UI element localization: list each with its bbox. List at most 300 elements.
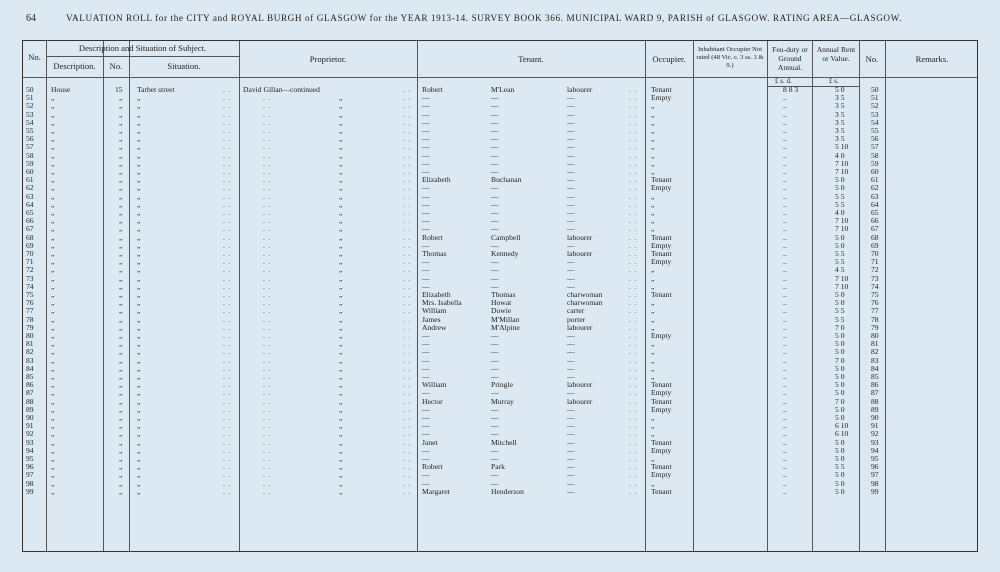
col-inhabitant: Inhabitant Occupier Not rated (48 Vic. c. 3 ss. 3 & 9.) (696, 46, 764, 69)
row-house-no: „ (119, 478, 123, 488)
row-description: „ (51, 388, 55, 398)
leader-dots: . . (223, 422, 232, 431)
leader-dots: . . (403, 414, 412, 422)
leader-dots: . . (629, 307, 638, 316)
row-occupier: „ (651, 322, 655, 332)
table-row (23, 381, 977, 389)
row-feuduty: .. (783, 388, 787, 398)
row-rent: 5 0 (835, 290, 845, 299)
row-house-no: „ (119, 372, 123, 381)
leader-dots: . . (223, 266, 232, 275)
row-occupier: Empty (651, 240, 672, 250)
leader-dots: . . (629, 487, 638, 496)
row-house-no: „ (119, 388, 123, 398)
row-occupation: charwoman (567, 298, 603, 308)
row-house-no: 15 (115, 85, 123, 94)
row-situation: „ (137, 257, 141, 267)
row-occupier: „ (651, 224, 655, 234)
row-occupation: — (567, 273, 575, 283)
row-description: „ (51, 101, 55, 111)
leader-dots: . . (403, 250, 412, 258)
row-occupier: „ (651, 158, 655, 168)
row-tenant-last: — (491, 101, 499, 111)
row-situation: „ (137, 117, 141, 127)
table-row (23, 234, 977, 242)
row-feuduty: .. (783, 454, 787, 463)
col-occupier: Occupier. (652, 54, 686, 64)
row-no: 95 (26, 454, 34, 463)
leader-dots: . . (223, 209, 232, 217)
leader-dots: . . (223, 135, 232, 144)
row-tenant-first: — (422, 388, 430, 398)
row-proprietor: „ (339, 355, 343, 365)
row-occupation: charwoman (567, 290, 603, 299)
leader-dots: . . (629, 209, 638, 217)
row-no-right: 93 (871, 437, 879, 447)
leader-dots: . . (263, 159, 272, 168)
row-occupation: — (567, 199, 575, 209)
leader-dots: . . (403, 102, 412, 111)
leader-dots: . . (263, 381, 272, 390)
row-rent: 7 10 (835, 216, 849, 226)
row-tenant-first: Elizabeth (422, 175, 451, 185)
row-occupier: „ (651, 355, 655, 365)
leader-dots: . . (629, 414, 638, 422)
leader-dots: . . (223, 143, 232, 152)
leader-dots: . . (263, 118, 272, 127)
leader-dots: . . (629, 217, 638, 226)
row-proprietor: „ (339, 372, 343, 381)
valuation-table (22, 40, 978, 552)
row-no: 54 (26, 117, 34, 127)
row-feuduty: .. (783, 281, 787, 291)
leader-dots: . . (403, 192, 412, 201)
leader-dots: . . (223, 340, 232, 349)
row-occupier: Empty (651, 257, 672, 267)
row-description: „ (51, 208, 55, 217)
row-no-right: 74 (871, 281, 879, 291)
row-occupier: Tenant (651, 437, 672, 447)
leader-dots: . . (629, 176, 638, 185)
leader-dots: . . (629, 151, 638, 160)
row-house-no: „ (119, 339, 123, 349)
table-row (23, 365, 977, 373)
row-situation: „ (137, 109, 141, 119)
row-no: 74 (26, 281, 34, 291)
row-rent: 4 5 (835, 265, 845, 275)
leader-dots: . . (263, 299, 272, 308)
row-tenant-first: — (422, 158, 430, 168)
row-rent: 5 0 (835, 232, 845, 242)
row-no-right: 65 (871, 208, 879, 217)
row-feuduty: .. (783, 109, 787, 119)
row-house-no: „ (119, 109, 123, 119)
row-description: „ (51, 380, 55, 390)
row-no: 72 (26, 265, 34, 275)
leader-dots: . . (223, 430, 232, 439)
row-no: 83 (26, 355, 34, 365)
row-proprietor: „ (339, 117, 343, 127)
row-description: „ (51, 134, 55, 144)
leader-dots: . . (403, 159, 412, 168)
row-proprietor: „ (339, 290, 343, 299)
leader-dots: . . (403, 225, 412, 234)
leader-dots: . . (629, 438, 638, 447)
row-house-no: „ (119, 257, 123, 267)
row-house-no: „ (119, 314, 123, 324)
row-feuduty: .. (783, 265, 787, 275)
row-occupation: labourer (567, 232, 593, 242)
row-situation: „ (137, 134, 141, 144)
row-occupation: — (567, 454, 575, 463)
row-proprietor: „ (339, 421, 343, 431)
table-row (23, 324, 977, 332)
row-house-no: „ (119, 199, 123, 209)
leader-dots: . . (403, 86, 412, 94)
row-description: „ (51, 109, 55, 119)
leader-dots: . . (629, 315, 638, 324)
row-tenant-first: — (422, 478, 430, 488)
row-proprietor: „ (339, 216, 343, 226)
table-row (23, 127, 977, 135)
row-situation: „ (137, 355, 141, 365)
row-situation: „ (137, 150, 141, 160)
row-proprietor: „ (339, 183, 343, 193)
row-situation: „ (137, 413, 141, 422)
row-no-right: 56 (871, 134, 879, 144)
row-no: 94 (26, 445, 34, 455)
row-no: 71 (26, 257, 34, 267)
row-proprietor: „ (339, 380, 343, 390)
leader-dots: . . (263, 127, 272, 135)
row-occupier: „ (651, 199, 655, 209)
leader-dots: . . (629, 430, 638, 439)
row-tenant-first: Robert (422, 232, 443, 242)
row-occupation: — (567, 470, 575, 480)
row-description: „ (51, 478, 55, 488)
row-occupier: „ (651, 117, 655, 127)
row-no: 65 (26, 208, 34, 217)
row-tenant-last: — (491, 208, 499, 217)
row-tenant-last: Campbell (491, 232, 521, 242)
leader-dots: . . (403, 274, 412, 283)
leader-dots: . . (403, 348, 412, 357)
row-occupation: — (567, 265, 575, 275)
leader-dots: . . (403, 430, 412, 439)
row-occupier: „ (651, 429, 655, 439)
leader-dots: . . (403, 438, 412, 447)
row-situation: „ (137, 224, 141, 234)
row-feuduty: 8 8 3 (783, 85, 799, 94)
row-occupier: Empty (651, 388, 672, 398)
table-row (23, 250, 977, 258)
leader-dots: . . (263, 348, 272, 357)
row-occupier: „ (651, 478, 655, 488)
row-tenant-last: — (491, 413, 499, 422)
row-tenant-first: James (422, 314, 441, 324)
row-occupation: labourer (567, 396, 593, 406)
row-tenant-last: — (491, 478, 499, 488)
row-no-right: 91 (871, 421, 879, 431)
table-row (23, 266, 977, 274)
row-tenant-last: — (491, 216, 499, 226)
leader-dots: . . (403, 307, 412, 316)
leader-dots: . . (223, 282, 232, 291)
leader-dots: . . (263, 389, 272, 398)
row-description: „ (51, 462, 55, 472)
row-tenant-last: — (491, 429, 499, 439)
row-occupation: — (567, 347, 575, 357)
row-occupation: — (567, 413, 575, 422)
row-tenant-first: — (422, 331, 430, 340)
leader-dots: . . (629, 258, 638, 267)
row-occupation: — (567, 191, 575, 201)
row-occupation: labourer (567, 85, 593, 94)
row-tenant-last: — (491, 224, 499, 234)
row-occupier: Tenant (651, 175, 672, 185)
row-occupier: Empty (651, 404, 672, 414)
col-description: Description. (53, 61, 96, 71)
leader-dots: . . (629, 143, 638, 152)
row-tenant-first: — (422, 265, 430, 275)
row-tenant-last: Thomas (491, 290, 516, 299)
leader-dots: . . (629, 233, 638, 242)
row-feuduty: .. (783, 347, 787, 357)
row-no-right: 52 (871, 101, 879, 111)
leader-dots: . . (403, 184, 412, 193)
row-feuduty: .. (783, 150, 787, 160)
row-situation: „ (137, 445, 141, 455)
row-tenant-last: Mitchell (491, 437, 517, 447)
leader-dots: . . (223, 217, 232, 226)
leader-dots: . . (263, 446, 272, 455)
row-rent: 6 10 (835, 429, 849, 439)
leader-dots: . . (629, 200, 638, 209)
row-feuduty: .. (783, 134, 787, 144)
row-house-no: „ (119, 249, 123, 258)
row-no-right: 66 (871, 216, 879, 226)
leader-dots: . . (263, 422, 272, 431)
row-rent: 5 0 (835, 486, 845, 496)
table-row (23, 414, 977, 422)
table-row (23, 471, 977, 479)
row-tenant-last: — (491, 339, 499, 349)
row-tenant-first: — (422, 372, 430, 381)
row-feuduty: .. (783, 273, 787, 283)
leader-dots: . . (263, 102, 272, 111)
row-situation: „ (137, 167, 141, 176)
row-rent: 5 5 (835, 199, 845, 209)
leader-dots: . . (629, 446, 638, 455)
row-description: „ (51, 290, 55, 299)
row-proprietor: „ (339, 486, 343, 496)
row-situation: „ (137, 240, 141, 250)
row-description: „ (51, 183, 55, 193)
row-occupier: Tenant (651, 462, 672, 472)
table-row (23, 135, 977, 143)
row-house-no: „ (119, 298, 123, 308)
row-no-right: 84 (871, 363, 879, 373)
row-situation: „ (137, 273, 141, 283)
row-situation: „ (137, 437, 141, 447)
row-occupier: Tenant (651, 232, 672, 242)
row-description: „ (51, 93, 55, 103)
leader-dots: . . (403, 176, 412, 185)
leader-dots: . . (223, 381, 232, 390)
row-no: 69 (26, 240, 34, 250)
row-no: 86 (26, 380, 34, 390)
row-no-right: 82 (871, 347, 879, 357)
row-description: „ (51, 265, 55, 275)
row-house-no: „ (119, 306, 123, 316)
leader-dots: . . (223, 102, 232, 111)
row-occupation: — (567, 134, 575, 144)
row-rent: 5 5 (835, 191, 845, 201)
row-rent: 5 0 (835, 478, 845, 488)
leader-dots: . . (263, 184, 272, 193)
leader-dots: . . (263, 274, 272, 283)
leader-dots: . . (263, 340, 272, 349)
leader-dots: . . (403, 266, 412, 275)
row-occupation: — (567, 421, 575, 431)
row-no-right: 72 (871, 265, 879, 275)
row-no-right: 62 (871, 183, 879, 193)
row-situation: „ (137, 183, 141, 193)
row-house-no: „ (119, 404, 123, 414)
row-occupier: „ (651, 363, 655, 373)
row-situation: „ (137, 388, 141, 398)
leader-dots: . . (223, 356, 232, 365)
leader-dots: . . (223, 315, 232, 324)
row-tenant-last: — (491, 454, 499, 463)
row-occupation: — (567, 486, 575, 496)
row-rent: 4 0 (835, 208, 845, 217)
row-tenant-last: — (491, 281, 499, 291)
row-tenant-first: — (422, 183, 430, 193)
row-occupation: — (567, 478, 575, 488)
leader-dots: . . (629, 397, 638, 406)
row-occupation: labourer (567, 249, 593, 258)
row-tenant-last: Murray (491, 396, 514, 406)
page-number: 64 (26, 13, 36, 24)
leader-dots: . . (263, 479, 272, 488)
row-occupation: — (567, 445, 575, 455)
row-rent: 5 5 (835, 314, 845, 324)
leader-dots: . . (263, 397, 272, 406)
row-tenant-first: — (422, 445, 430, 455)
row-no: 84 (26, 363, 34, 373)
row-occupation: — (567, 183, 575, 193)
row-occupier: „ (651, 216, 655, 226)
row-description: „ (51, 363, 55, 373)
leader-dots: . . (629, 118, 638, 127)
row-occupation: — (567, 126, 575, 135)
table-row (23, 348, 977, 356)
row-description: „ (51, 158, 55, 168)
row-tenant-first: — (422, 191, 430, 201)
leader-dots: . . (403, 209, 412, 217)
row-proprietor: „ (339, 232, 343, 242)
row-no: 68 (26, 232, 34, 242)
row-proprietor: „ (339, 363, 343, 373)
leader-dots: . . (403, 282, 412, 291)
leader-dots: . . (223, 225, 232, 234)
row-tenant-last: — (491, 150, 499, 160)
row-description: „ (51, 273, 55, 283)
leader-dots: . . (223, 86, 232, 94)
row-occupation: — (567, 404, 575, 414)
row-tenant-first: — (422, 109, 430, 119)
row-no: 87 (26, 388, 34, 398)
col-desc-group: Description and Situation of Subject. (78, 43, 207, 53)
row-proprietor: „ (339, 413, 343, 422)
leader-dots: . . (223, 479, 232, 488)
row-description: „ (51, 470, 55, 480)
row-description: „ (51, 437, 55, 447)
row-no-right: 90 (871, 413, 879, 422)
row-house-no: „ (119, 224, 123, 234)
table-row (23, 94, 977, 102)
row-description: „ (51, 339, 55, 349)
row-occupier: „ (651, 347, 655, 357)
row-occupation: labourer (567, 380, 593, 390)
leader-dots: . . (629, 86, 638, 94)
row-house-no: „ (119, 290, 123, 299)
row-tenant-first: — (422, 281, 430, 291)
row-no-right: 75 (871, 290, 879, 299)
leader-dots: . . (223, 250, 232, 258)
row-tenant-first: William (422, 380, 447, 390)
row-occupation: — (567, 175, 575, 185)
row-occupier: „ (651, 134, 655, 144)
row-description: „ (51, 314, 55, 324)
row-no-right: 63 (871, 191, 879, 201)
row-proprietor: „ (339, 142, 343, 152)
row-rent: 3 5 (835, 134, 845, 144)
row-feuduty: .. (783, 158, 787, 168)
row-proprietor: „ (339, 314, 343, 324)
row-tenant-first: — (422, 363, 430, 373)
row-rent: 5 0 (835, 240, 845, 250)
row-occupation: — (567, 109, 575, 119)
row-situation: „ (137, 175, 141, 185)
row-no: 92 (26, 429, 34, 439)
table-row (23, 86, 977, 94)
leader-dots: . . (223, 332, 232, 340)
row-tenant-first: — (422, 216, 430, 226)
leader-dots: . . (263, 455, 272, 463)
row-tenant-last: — (491, 421, 499, 431)
row-proprietor: „ (339, 257, 343, 267)
row-description: „ (51, 281, 55, 291)
row-proprietor: „ (339, 298, 343, 308)
row-tenant-first: Robert (422, 462, 443, 472)
row-situation: „ (137, 396, 141, 406)
row-no-right: 57 (871, 142, 879, 152)
leader-dots: . . (403, 168, 412, 176)
leader-dots: . . (263, 200, 272, 209)
leader-dots: . . (263, 168, 272, 176)
row-rent: 5 0 (835, 404, 845, 414)
row-tenant-first: — (422, 273, 430, 283)
leader-dots: . . (403, 356, 412, 365)
row-tenant-last: — (491, 445, 499, 455)
row-no-right: 88 (871, 396, 879, 406)
row-feuduty: .. (783, 93, 787, 103)
row-proprietor: „ (339, 93, 343, 103)
row-tenant-first: — (422, 150, 430, 160)
leader-dots: . . (263, 151, 272, 160)
